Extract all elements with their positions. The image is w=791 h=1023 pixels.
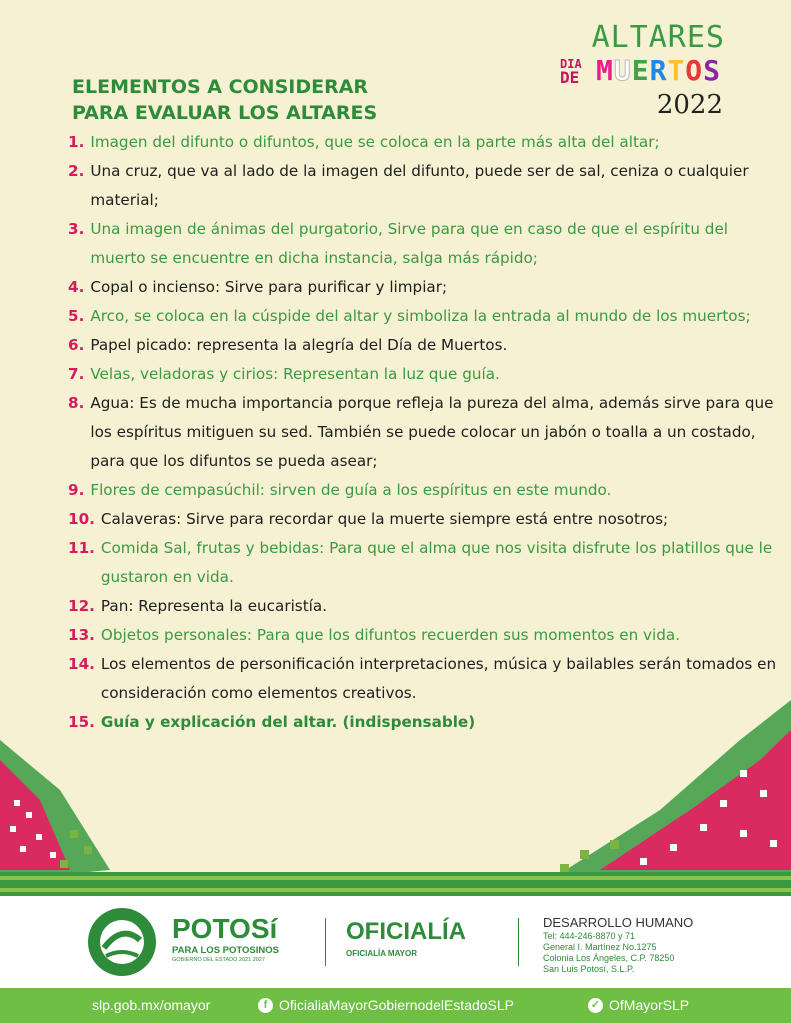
- facebook-link[interactable]: [258, 997, 514, 1013]
- list-item-number: 9.: [68, 481, 85, 499]
- footer-divider-1: [325, 918, 326, 966]
- twitter-text[interactable]: OfMayorSLP: [609, 997, 690, 1013]
- list-item-number: 3.: [68, 220, 85, 238]
- contact-info: [543, 931, 674, 975]
- list-item: [68, 360, 788, 389]
- list-item: [68, 389, 788, 476]
- list-item-text: Comida Sal, frutas y bebidas: Para que el alma que nos visita disfrute los platillos que le gustaron en vida.: [100, 539, 773, 586]
- list-item: [68, 534, 788, 592]
- heading-line-1: ELEMENTOS A CONSIDERAR: [72, 76, 369, 98]
- muertos-letter: O: [685, 54, 704, 87]
- list-item: [68, 331, 788, 360]
- list-item: [68, 505, 788, 534]
- list-item-text: Objetos personales: Para que los difuntos recuerden sus momentos en vida.: [100, 626, 681, 644]
- logo-year: 2022: [656, 90, 723, 120]
- list-item-number: 13.: [68, 626, 95, 644]
- footer-divider-2: [518, 918, 519, 966]
- list-item: [68, 215, 788, 273]
- contact-line: General I. Martínez No.1275: [543, 942, 657, 952]
- embroidery-pattern-left: [0, 700, 120, 880]
- muertos-letter: U: [613, 54, 632, 87]
- muertos-letter: E: [631, 54, 650, 87]
- list-item-text: Agua: Es de mucha importancia porque refleja la pureza del alma, además sirve para que los espíritus mitiguen su sed. También se puede colocar un jabón o toalla a un costado, para que los difuntos se pueda asear;: [90, 394, 774, 470]
- list-item: [68, 128, 788, 157]
- muertos-letter: T: [667, 54, 686, 87]
- list-item-text: Copal o incienso: Sirve para purificar y limpiar;: [90, 278, 448, 296]
- website-link[interactable]: [92, 997, 210, 1013]
- list-item-number: 5.: [68, 307, 85, 325]
- desarrollo-humano-title: DESARROLLO HUMANO: [543, 915, 694, 930]
- list-item-text: Imagen del difunto o difuntos, que se coloca en la parte más alta del altar;: [90, 133, 660, 151]
- logo-muertos-text: [596, 54, 721, 87]
- list-item-text: Papel picado: representa la alegría del Día de Muertos.: [90, 336, 508, 354]
- list-item: [68, 302, 788, 331]
- list-item-number: 10.: [68, 510, 95, 528]
- list-item: [68, 621, 788, 650]
- facebook-text[interactable]: OficialiaMayorGobiernodelEstadoSLP: [279, 997, 515, 1013]
- potosi-subtitle: PARA LOS POTOSINOS: [172, 945, 279, 956]
- list-item-text: Los elementos de personificación interpretaciones, música y bailables serán tomados en consideración como elementos creativos.: [100, 655, 777, 702]
- list-item-text: Calaveras: Sirve para recordar que la muerte siempre está entre nosotros;: [100, 510, 669, 528]
- muertos-letter: S: [703, 54, 722, 87]
- list-item: [68, 273, 788, 302]
- list-item-number: 4.: [68, 278, 85, 296]
- oficialia-title: OFICIALÍA: [346, 918, 466, 945]
- logo-de-text: DE: [560, 68, 580, 87]
- website-text[interactable]: slp.gob.mx/omayor: [92, 997, 211, 1013]
- embroidery-pattern-right: [540, 700, 791, 880]
- list-item-number: 1.: [68, 133, 85, 151]
- list-item-number: 12.: [68, 597, 95, 615]
- list-item-number: 11.: [68, 539, 95, 557]
- list-item-number: 7.: [68, 365, 85, 383]
- potosi-title: POTOSí: [172, 913, 278, 944]
- list-item: [68, 592, 788, 621]
- potosi-government: GOBIERNO DEL ESTADO 2021 2027: [172, 957, 265, 963]
- list-item-text: Flores de cempasúchil: sirven de guía a los espíritus en este mundo.: [90, 481, 612, 499]
- list-item-text: Guía y explicación del altar. (indispensable): [100, 713, 476, 731]
- logo-dia-text: DIA: [560, 57, 582, 71]
- contact-line: Tel: 444-246-8870 y 71: [543, 931, 636, 941]
- heading: [72, 74, 377, 126]
- list-item-text: Arco, se coloca en la cúspide del altar y simboliza la entrada al mundo de los muertos;: [90, 307, 751, 325]
- list-item-number: 14.: [68, 655, 95, 673]
- embroidery-band: [0, 872, 791, 896]
- list-item: [68, 476, 788, 505]
- list-item-number: 8.: [68, 394, 85, 412]
- footer-social-bar: [0, 988, 791, 1023]
- list-item-number: 2.: [68, 162, 85, 180]
- list-item-number: 6.: [68, 336, 85, 354]
- facebook-icon: f: [258, 998, 273, 1013]
- list-item: [68, 157, 788, 215]
- muertos-letter: M: [596, 54, 614, 87]
- muertos-letter: R: [649, 54, 668, 87]
- list-item-text: Una imagen de ánimas del purgatorio, Sirve para que en caso de que el espíritu del muerto se encuentre en dicha instancia, salga más rápido;: [90, 220, 729, 267]
- potosi-emblem-icon: [82, 904, 162, 980]
- twitter-icon: ✓: [588, 998, 603, 1013]
- list-item-text: Pan: Representa la eucaristía.: [100, 597, 328, 615]
- list-item-number: 15.: [68, 713, 95, 731]
- contact-line: San Luis Potosí, S.L.P.: [543, 964, 635, 974]
- logo-altares-text: ALTARES: [591, 20, 725, 55]
- heading-line-2: PARA EVALUAR LOS ALTARES: [72, 102, 378, 124]
- contact-line: Colonia Los Ángeles, C.P. 78250: [543, 953, 675, 963]
- altares-logo: [556, 20, 731, 124]
- twitter-link[interactable]: [588, 997, 689, 1013]
- oficialia-subtitle: OFICIALÍA MAYOR: [346, 949, 417, 958]
- list-item-text: Una cruz, que va al lado de la imagen del difunto, puede ser de sal, ceniza o cualquier material;: [90, 162, 749, 209]
- list-item-text: Velas, veladoras y cirios: Representan la luz que guía.: [90, 365, 500, 383]
- elements-list: [68, 128, 788, 737]
